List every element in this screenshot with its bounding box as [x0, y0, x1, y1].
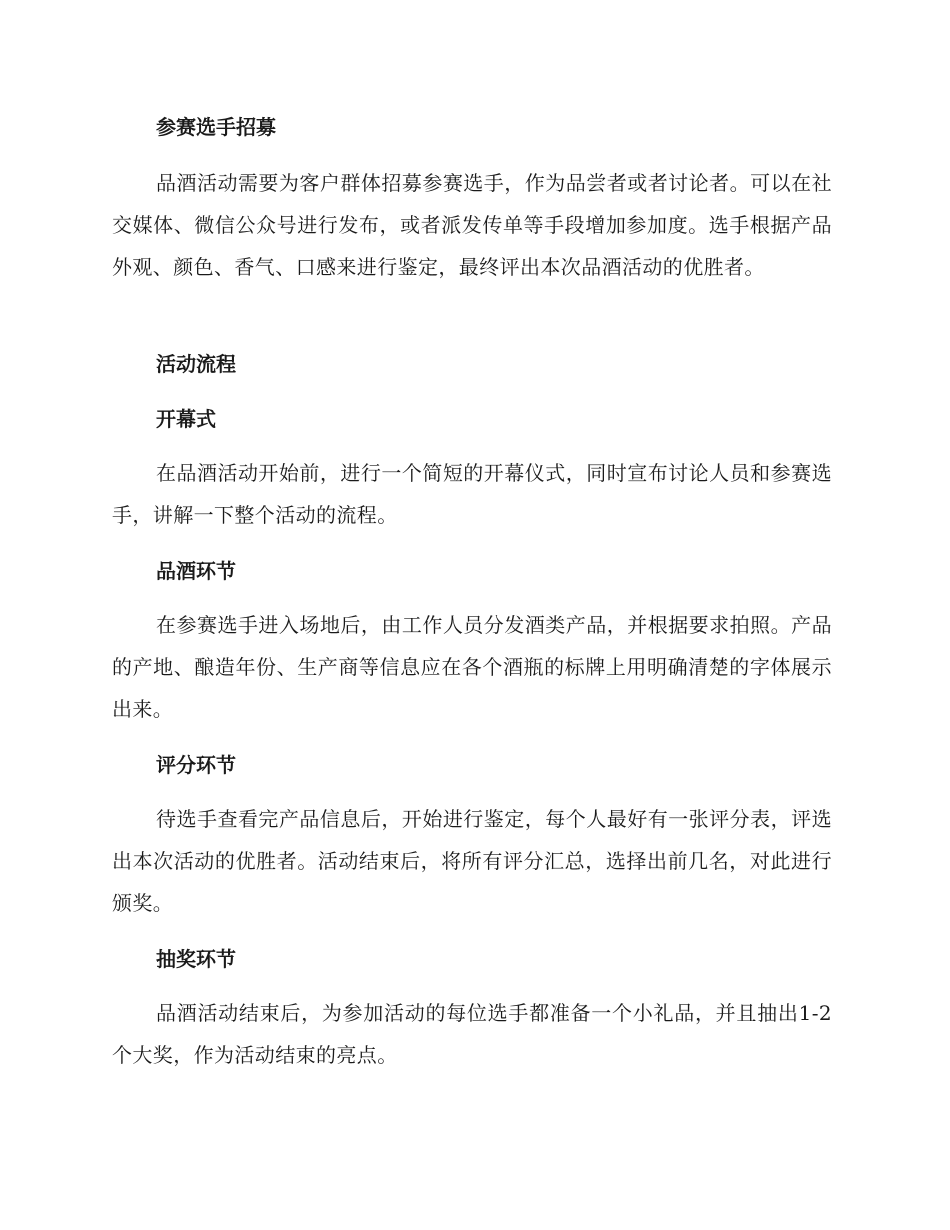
- section-heading-tasting: 品酒环节: [156, 559, 236, 583]
- section-paragraph-lottery: 品酒活动结束后，为参加活动的每位选手都准备一个小礼品，并且抽出1-2个大奖，作为活动结束的亮点。: [112, 1001, 832, 1067]
- section-heading-process: 活动流程: [156, 352, 236, 376]
- section-paragraph-scoring: 待选手查看完产品信息后，开始进行鉴定，每个人最好有一张评分表，评选出本次活动的优胜者。活动结束后，将所有评分汇总，选择出前几名，对此进行颁奖。: [112, 807, 832, 915]
- section-heading-recruitment: 参赛选手招募: [156, 115, 276, 139]
- section-paragraph-tasting: 在参赛选手进入场地后，由工作人员分发酒类产品，并根据要求拍照。产品的产地、酿造年份、生产商等信息应在各个酒瓶的标牌上用明确清楚的字体展示出来。: [112, 613, 832, 721]
- section-heading-lottery: 抽奖环节: [156, 947, 236, 971]
- section-paragraph-recruitment: 品酒活动需要为客户群体招募参赛选手，作为品尝者或者讨论者。可以在社交媒体、微信公众号进行发布，或者派发传单等手段增加参加度。选手根据产品外观、颜色、香气、口感来进行鉴定，最终评出本次品酒活动的优胜者。: [112, 171, 832, 279]
- section-heading-scoring: 评分环节: [156, 753, 236, 777]
- section-heading-opening: 开幕式: [156, 407, 216, 431]
- section-paragraph-opening: 在品酒活动开始前，进行一个简短的开幕仪式，同时宣布讨论人员和参赛选手，讲解一下整个活动的流程。: [112, 461, 832, 527]
